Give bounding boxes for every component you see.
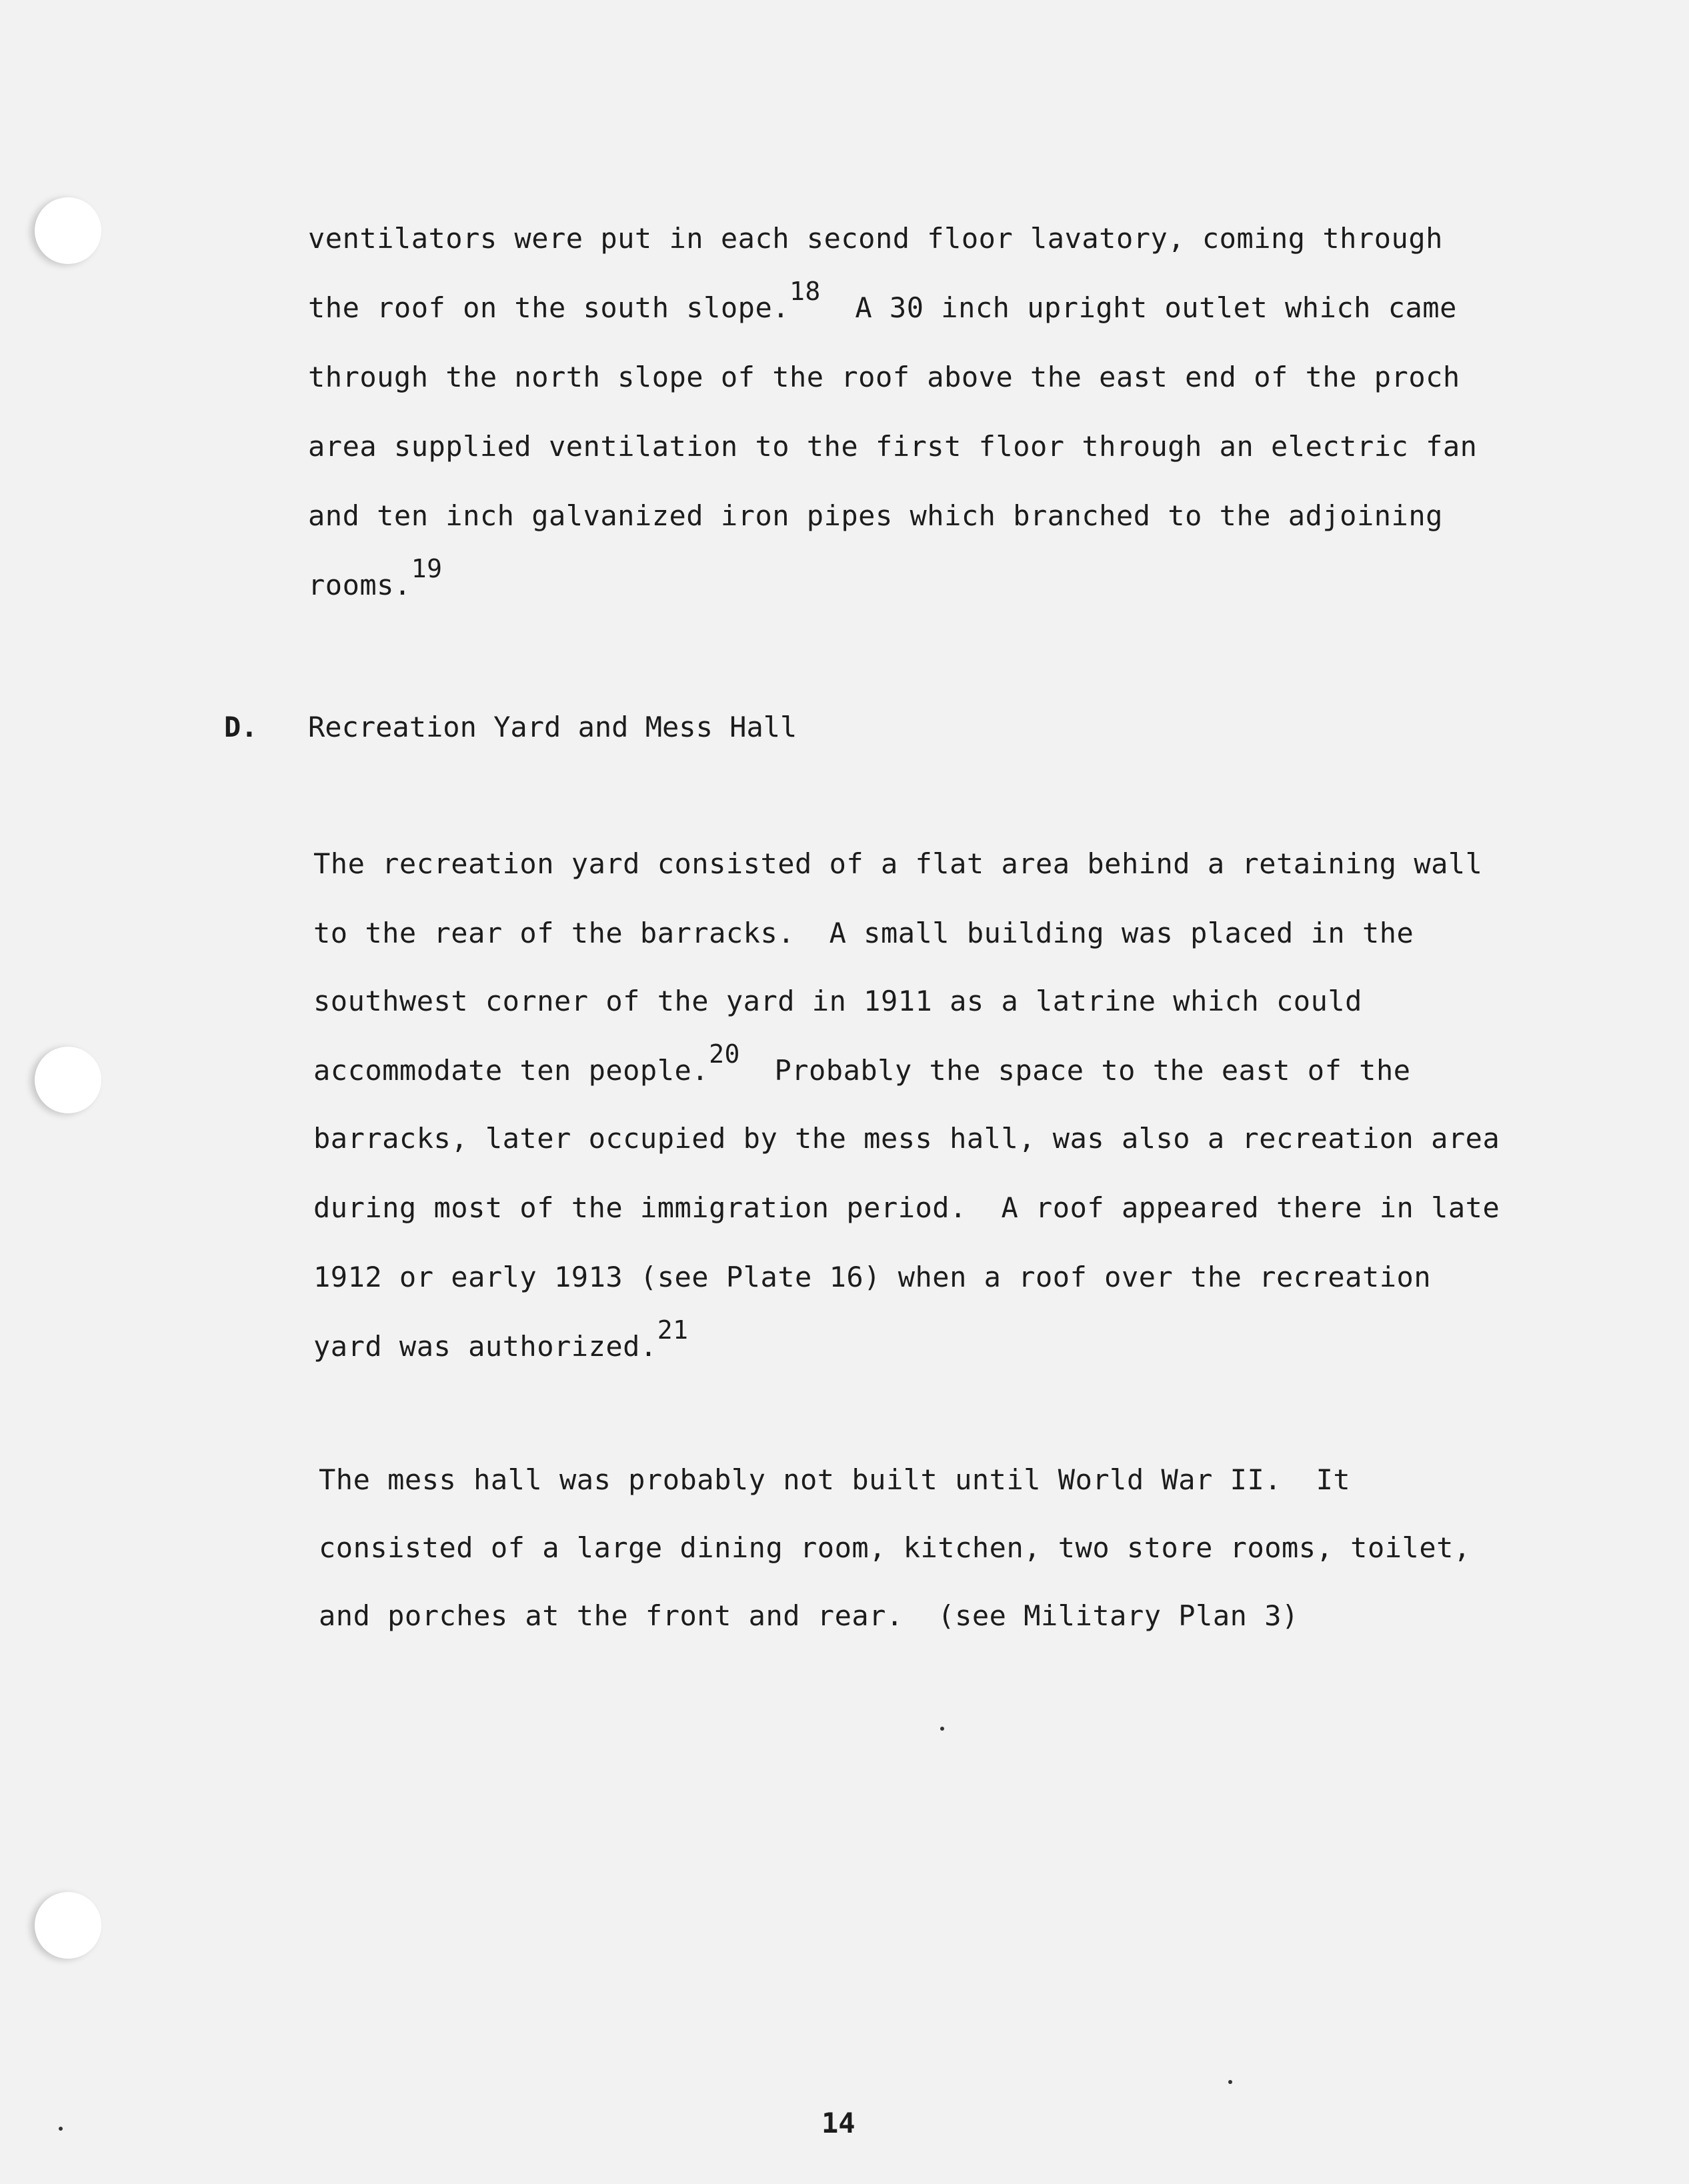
section-letter: D. [224, 711, 258, 743]
text-line: accommodate ten people.20 Probably the space to the east of the [313, 1039, 1411, 1087]
punch-hole-middle [35, 1047, 101, 1113]
scan-speck [1228, 2080, 1232, 2084]
text-line: to the rear of the barracks. A small building was placed in the [313, 917, 1414, 949]
text-line: yard was authorized.21 [313, 1315, 689, 1363]
text-line: The mess hall was probably not built until World War II. It [319, 1463, 1351, 1496]
section-title: Recreation Yard and Mess Hall [308, 711, 797, 743]
text-line: area supplied ventilation to the first floor through an electric fan [308, 430, 1478, 463]
text-line: and ten inch galvanized iron pipes which branched to the adjoining [308, 499, 1443, 532]
text-line: southwest corner of the yard in 1911 as a latrine which could [313, 985, 1362, 1017]
text-line: and porches at the front and rear. (see Military Plan 3) [319, 1599, 1299, 1632]
text-line: consisted of a large dining room, kitchen, two store rooms, toilet, [319, 1531, 1471, 1564]
text-line: 1912 or early 1913 (see Plate 16) when a roof over the recreation [313, 1261, 1432, 1293]
text-line: rooms.19 [308, 554, 443, 601]
scan-speck [59, 2127, 63, 2131]
footnote-ref-20: 20 [709, 1039, 740, 1069]
footnote-ref-19: 19 [411, 554, 443, 583]
text-line: The recreation yard consisted of a flat area behind a retaining wall [313, 847, 1483, 880]
scan-speck [940, 1727, 944, 1731]
punch-hole-bottom [35, 1892, 101, 1959]
text-line: through the north slope of the roof above the east end of the proch [308, 361, 1460, 393]
footnote-ref-21: 21 [657, 1315, 689, 1345]
text-line: the roof on the south slope.18 A 30 inch upright outlet which came [308, 277, 1457, 324]
text-line: barracks, later occupied by the mess hall, was also a recreation area [313, 1122, 1500, 1155]
page-number: 14 [821, 2107, 856, 2139]
punch-hole-top [35, 197, 101, 264]
footnote-ref-18: 18 [789, 277, 821, 306]
text-line: ventilators were put in each second floor lavatory, coming through [308, 222, 1443, 255]
text-line: during most of the immigration period. A roof appeared there in late [313, 1191, 1500, 1224]
